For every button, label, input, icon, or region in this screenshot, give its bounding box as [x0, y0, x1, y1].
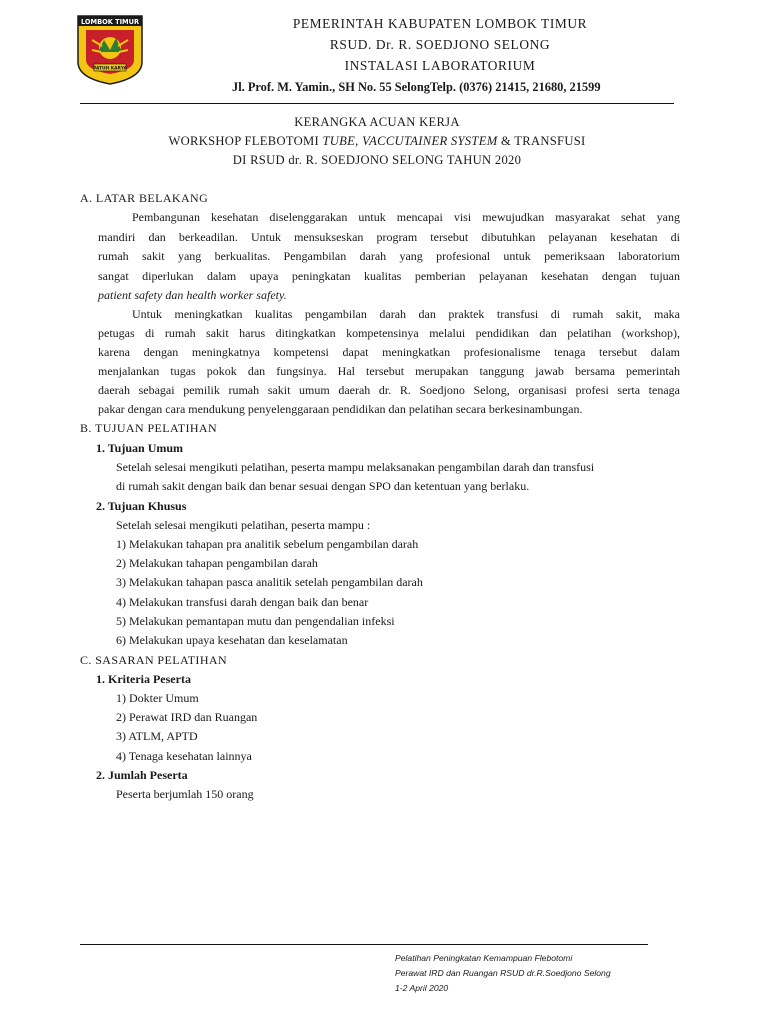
list-item: 2) Perawat IRD dan Ruangan [116, 710, 258, 724]
lombok-timur-logo [74, 12, 146, 86]
paragraph-line: sangat diperlukan dalam upaya peningkatan kualitas pemberian pelayanan kesehatan dengan tujuan [98, 269, 680, 283]
paragraph-line: di rumah sakit dengan baik dan benar sesuai dengan SPO dan ketentuan yang berlaku. [116, 479, 530, 493]
footer-date: 1-2 April 2020 [395, 983, 449, 993]
paragraph-line: pakar dengan cara mendukung penyelenggaraan pendidikan dan pelatihan secara berkesinambungan. [98, 402, 583, 416]
document-title: KERANGKA ACUAN KERJA [294, 115, 460, 129]
document-subtitle [80, 134, 674, 149]
footer-line: Pelatihan Peningkatan Kemampuan Flebotomi [395, 953, 573, 963]
list-item: 6) Melakukan upaya kesehatan dan keselamatan [116, 633, 348, 647]
subtitle-part-3: & TRANSFUSI [497, 134, 586, 148]
subsection-title: 1. Kriteria Peserta [96, 672, 191, 686]
subsection-title: 1. Tujuan Umum [96, 441, 184, 455]
paragraph-line: Untuk meningkatkan kualitas pengambilan darah dan praktek transfusi di rumah sakit, maka [132, 307, 680, 321]
letterhead-address: Jl. Prof. M. Yamin., SH No. 55 SelongTelp. (0376) 21415, 21680, 21599 [232, 80, 601, 94]
section-b-heading: B. TUJUAN PELATIHAN [80, 421, 218, 435]
letterhead-divider [80, 103, 674, 104]
letterhead-hospital: RSUD. Dr. R. SOEDJONO SELONG [329, 37, 551, 52]
logo-title: LOMBOK TIMUR [80, 18, 140, 26]
list-item: 5) Melakukan pemantapan mutu dan pengendalian infeksi [116, 614, 395, 628]
paragraph-line: menjalankan tugas pokok dan fungsinya. Hal tersebut merupakan tanggung jawab bersama pemerintah [98, 364, 680, 378]
list-item: 1) Dokter Umum [116, 691, 199, 705]
paragraph-line: Peserta berjumlah 150 orang [116, 787, 254, 801]
section-a-heading: A. LATAR BELAKANG [80, 191, 209, 205]
subsection-title: 2. Tujuan Khusus [96, 499, 187, 513]
list-item: 2) Melakukan tahapan pengambilan darah [116, 556, 318, 570]
footer-divider [80, 944, 648, 945]
paragraph-line: petugas di rumah sakit harus ditingkatkan kompetensinya melalui pendidikan dan pelatihan (workshop), [98, 326, 680, 340]
list-item: 4) Melakukan transfusi darah dengan baik dan benar [116, 595, 369, 609]
list-intro: Setelah selesai mengikuti pelatihan, peserta mampu : [116, 518, 371, 532]
list-item: 1) Melakukan tahapan pra analitik sebelum pengambilan darah [116, 537, 419, 551]
subtitle-part-2: TUBE, VACCUTAINER SYSTEM [322, 134, 498, 148]
list-item: 3) Melakukan tahapan pasca analitik setelah pengambilan darah [116, 575, 423, 589]
paragraph-line: Setelah selesai mengikuti pelatihan, peserta mampu melaksanakan pengambilan darah dan transfusi [116, 460, 595, 474]
paragraph-line: karena dengan meningkatnya kompetensi dapat meningkatkan profesionalisme tenaga tersebut dalam [98, 345, 680, 359]
paragraph-line: daerah sebagai pemilik rumah sakit umum daerah dr. R. Soedjono Selong, organisasi profesi serta tenaga [98, 383, 680, 397]
letterhead-unit: INSTALASI LABORATORIUM [344, 58, 536, 73]
list-item: 4) Tenaga kesehatan lainnya [116, 749, 252, 763]
footer-line: Perawat IRD dan Ruangan RSUD dr.R.Soedjono Selong [395, 968, 611, 978]
document-subtitle-location: DI RSUD dr. R. SOEDJONO SELONG TAHUN 2020 [232, 153, 522, 167]
paragraph-line: rumah sakit yang berkualitas. Pengambilan darah yang profesional untuk pemeriksaan laboratorium [98, 249, 680, 263]
paragraph-line: patient safety dan health worker safety. [98, 288, 287, 302]
letterhead-government: PEMERINTAH KABUPATEN LOMBOK TIMUR [292, 16, 588, 31]
list-item: 3) ATLM, APTD [116, 729, 198, 743]
subsection-title: 2. Jumlah Peserta [96, 768, 188, 782]
section-c-heading: C. SASARAN PELATIHAN [80, 653, 228, 667]
subtitle-part-1: WORKSHOP FLEBOTOMI [168, 134, 323, 148]
paragraph-line: Pembangunan kesehatan diselenggarakan untuk mencapai visi mewujudkan masyarakat sehat yang [132, 210, 680, 224]
paragraph-line: mandiri dan berkeadilan. Untuk mensukseskan program tersebut dibutuhkan pelayanan kesehatan di [98, 230, 680, 244]
logo-motto: PATUH KARYA [93, 66, 127, 72]
